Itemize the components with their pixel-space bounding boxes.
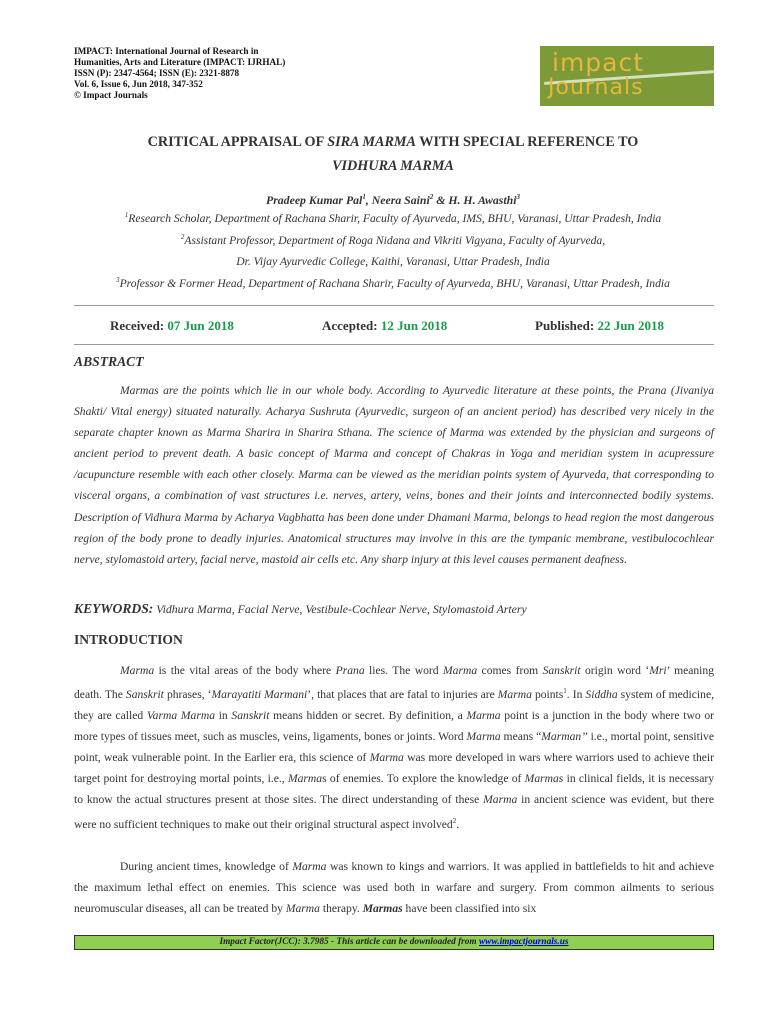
published-value: 22 Jun 2018 [597, 318, 664, 333]
intro-text-run: Marma [497, 687, 532, 701]
intro-text-run: in [215, 709, 232, 723]
impact-journals-logo [540, 46, 714, 106]
title-italic-line2: VIDHURA MARMA [332, 158, 454, 174]
author-name: Pradeep Kumar Pal [265, 193, 363, 207]
journal-header [74, 46, 285, 101]
intro-text-run: system of medicine, they are called [74, 687, 714, 723]
published-date [535, 318, 664, 334]
divider-bottom [74, 344, 714, 345]
journal-name-line2: Humanities, Arts and Literature (IMPACT: IJRHAL) [74, 57, 286, 67]
affiliation-text: Dr. Vijay Ayurvedic College, Kaithi, Varanasi, Uttar Pradesh, India [236, 255, 550, 268]
received-label: Received: [110, 318, 168, 333]
intro-text-run: Marma [466, 709, 501, 723]
intro-text-run: During ancient times, knowledge of [120, 860, 293, 873]
title-italic-text: SIRA MARMA [327, 134, 416, 150]
intro-text-run: 1 [563, 687, 567, 696]
affiliation-sup: 2 [180, 233, 185, 241]
accepted-value: 12 Jun 2018 [380, 318, 448, 333]
logo-text-bottom: Journals [548, 75, 644, 100]
title-text: CRITICAL APPRAISAL OF [147, 134, 328, 150]
author-affil-sup: 1 [362, 193, 366, 202]
journal-name-line1: IMPACT: International Journal of Research in [74, 46, 259, 56]
intro-text-run: in ancient science was evident, but there were no sufficient techniques to make out their original structural aspect involved [74, 793, 714, 831]
intro-text-run: Varma Marma [146, 709, 215, 723]
author-name: Neera Saini [371, 193, 430, 207]
intro-text-run: Siddha [585, 687, 618, 701]
abstract-heading-text: ABSTRACT [74, 354, 144, 369]
author-affil-sup: 3 [516, 193, 521, 202]
author-list [60, 193, 726, 208]
intro-text-run: Marma [442, 664, 478, 677]
intro-text-run: was known to kings and warriors. It was applied in battlefields to hit and achieve the maximum lethal effect on enemies. This science was used both in warfare and surgery. From common ailments to serious neuromuscular diseases, all can be treated by [74, 860, 715, 916]
accepted-label: Accepted: [322, 318, 381, 333]
received-value: 07 Jun 2018 [167, 318, 234, 333]
accepted-date [322, 318, 447, 334]
intro-text-run: Sanskrit [542, 664, 581, 677]
received-date [110, 318, 234, 334]
intro-text-run: i.e., mortal point, sensitive point, weak vulnerable point. In the Earlier era, this science of [74, 730, 714, 765]
intro-text-run: Marayatiti Marmani [211, 687, 308, 701]
intro-paragraph-2 [74, 856, 714, 919]
intro-text-run: phrases, ‘ [163, 687, 212, 701]
logo-text-top: impact [552, 48, 645, 77]
intro-text-run: points [531, 687, 564, 701]
intro-text-run: Marma [466, 730, 501, 744]
intro-text-run: Marma [369, 751, 404, 765]
intro-text-run: Marma [483, 793, 518, 807]
intro-text-run: was more developed in wars where warriors used to achieve their target point for destroying mortal points, i.e., [74, 751, 714, 786]
page-footer [74, 935, 714, 950]
intro-text-run: in clinical fields, it is necessary to know the actual structures present at those sites. The direct understanding of these [74, 772, 714, 807]
intro-text-run: origin word ‘ [580, 664, 650, 677]
keywords-text: Vidhura Marma, Facial Nerve, Vestibule-Cochlear Nerve, Stylomastoid Artery [153, 602, 527, 616]
intro-text-run: . [456, 817, 460, 831]
intro-text-run: Marma [285, 902, 320, 916]
intro-text-run: point is a junction in the body where two or more types of tissues meet, such as muscles, veins, ligaments, bones or joints. Word [74, 709, 714, 744]
footer-link[interactable]: www.impactjournals.us [478, 937, 569, 947]
keywords-label: KEYWORDS: [74, 601, 154, 616]
intro-text-run: Prana [335, 664, 365, 677]
intro-text-run: Mri [649, 664, 667, 677]
author-name: H. H. Awasthi [448, 193, 517, 207]
affiliation-1 [60, 211, 726, 225]
divider-top [74, 305, 714, 306]
intro-text-run: s of enemies. To explore the knowledge of [322, 772, 525, 786]
affiliation-text: Professor & Former Head, Department of Rachana Sharir, Faculty of Ayurveda, BHU, Varanasi, Uttar Pradesh, India [119, 276, 670, 290]
affiliation-2 [60, 233, 726, 247]
intro-text-run: have been classified into six [402, 902, 537, 916]
abstract-body: Marmas are the points which lie in our whole body. According to Ayurvedic literature at these points, the Prana (Jivaniya Shakti/ Vital energy) situated naturally. Acharya Sushruta (Ayurvedic, surgeon of an ancient period) has described very nicely in the separate chapter known as Marma Sharira in Sharira Sthana. The science of Marma was extended by the physician and surgeons of ancient period to prevent death. A basic concept of Marma and concept of Chakras in Yoga and meridian system in acupressure /acupuncture resemble with each other closely. Marma can be viewed as the meridian points system of Ayurveda, that corresponding to visceral organs, a combination of vast structures i.e. nerves, artery, veins, bones and their joints and interconnected bodily systems. Description of Vidhura Marma by Acharya Vagbhatta has been done under Dhamani Marma, belongs to head region the most dangerous region of the body prone to deadly injuries. Anatomical structures may involve in this are the tympanic membrane, vestibulocochlear nerve, stylomastoid artery, facial nerve, mastoid air cells etc. Any sharp injury at this level causes permanent deafness. [74, 384, 714, 566]
issn-line: ISSN (P): 2347-4564; ISSN (E): 2321-8878 [74, 68, 240, 78]
intro-text-run: is the vital areas of the body where [154, 664, 336, 677]
intro-text-run: Sanskrit [231, 709, 270, 723]
intro-paragraph-1 [74, 660, 714, 834]
intro-text-run: comes from [477, 664, 543, 677]
affiliation-text: Assistant Professor, Department of Roga Nidana and Vikriti Vigyana, Faculty of Ayurveda, [184, 233, 606, 247]
affiliation-2-cont [60, 255, 726, 268]
intro-text-run: therapy. [319, 902, 363, 916]
author-affil-sup: 2 [429, 193, 434, 202]
published-label: Published: [535, 318, 598, 333]
paper-title-line1 [60, 134, 726, 151]
volume-line: Vol. 6, Issue 6, Jun 2018, 347-352 [74, 79, 203, 89]
intro-text-run: Marmas [524, 772, 564, 786]
footer-text: Impact Factor(JCC): 3.7985 - This article can be downloaded from [219, 937, 479, 947]
intro-text-run: lies. The word [364, 664, 443, 677]
intro-text-run: ’ meaning death. The [74, 664, 714, 701]
intro-text-run: 2 [452, 816, 457, 825]
paper-title-line2 [60, 158, 726, 175]
author-separator: & [433, 193, 449, 207]
intro-text-run: Sanskrit [125, 687, 164, 701]
intro-text-run: Marma [120, 664, 155, 677]
intro-text-run: Marman’’ [541, 730, 588, 744]
intro-text-run: Marma [287, 772, 323, 786]
intro-text-run: means hidden or secret. By definition, a [269, 709, 467, 723]
affiliation-sup: 1 [124, 211, 129, 219]
affiliation-3 [60, 276, 726, 290]
abstract-heading [74, 354, 144, 370]
author-separator: , [365, 193, 372, 207]
keywords [74, 601, 714, 617]
copyright-line: © Impact Journals [74, 90, 148, 100]
intro-text-run: Marmas [362, 902, 403, 916]
intro-text-run: Marma [292, 860, 327, 873]
title-text-end: WITH SPECIAL REFERENCE TO [416, 134, 639, 150]
introduction-heading: INTRODUCTION [74, 632, 183, 647]
affiliation-text: Research Scholar, Department of Rachana Sharir, Faculty of Ayurveda, IMS, BHU, Varanasi, Uttar Pradesh, India [128, 211, 662, 225]
intro-text-run: . In [566, 687, 586, 701]
intro-text-run: means “ [500, 730, 542, 744]
affiliation-sup: 3 [116, 276, 120, 284]
intro-text-run: ’, that places that are fatal to injuries are [307, 687, 498, 701]
